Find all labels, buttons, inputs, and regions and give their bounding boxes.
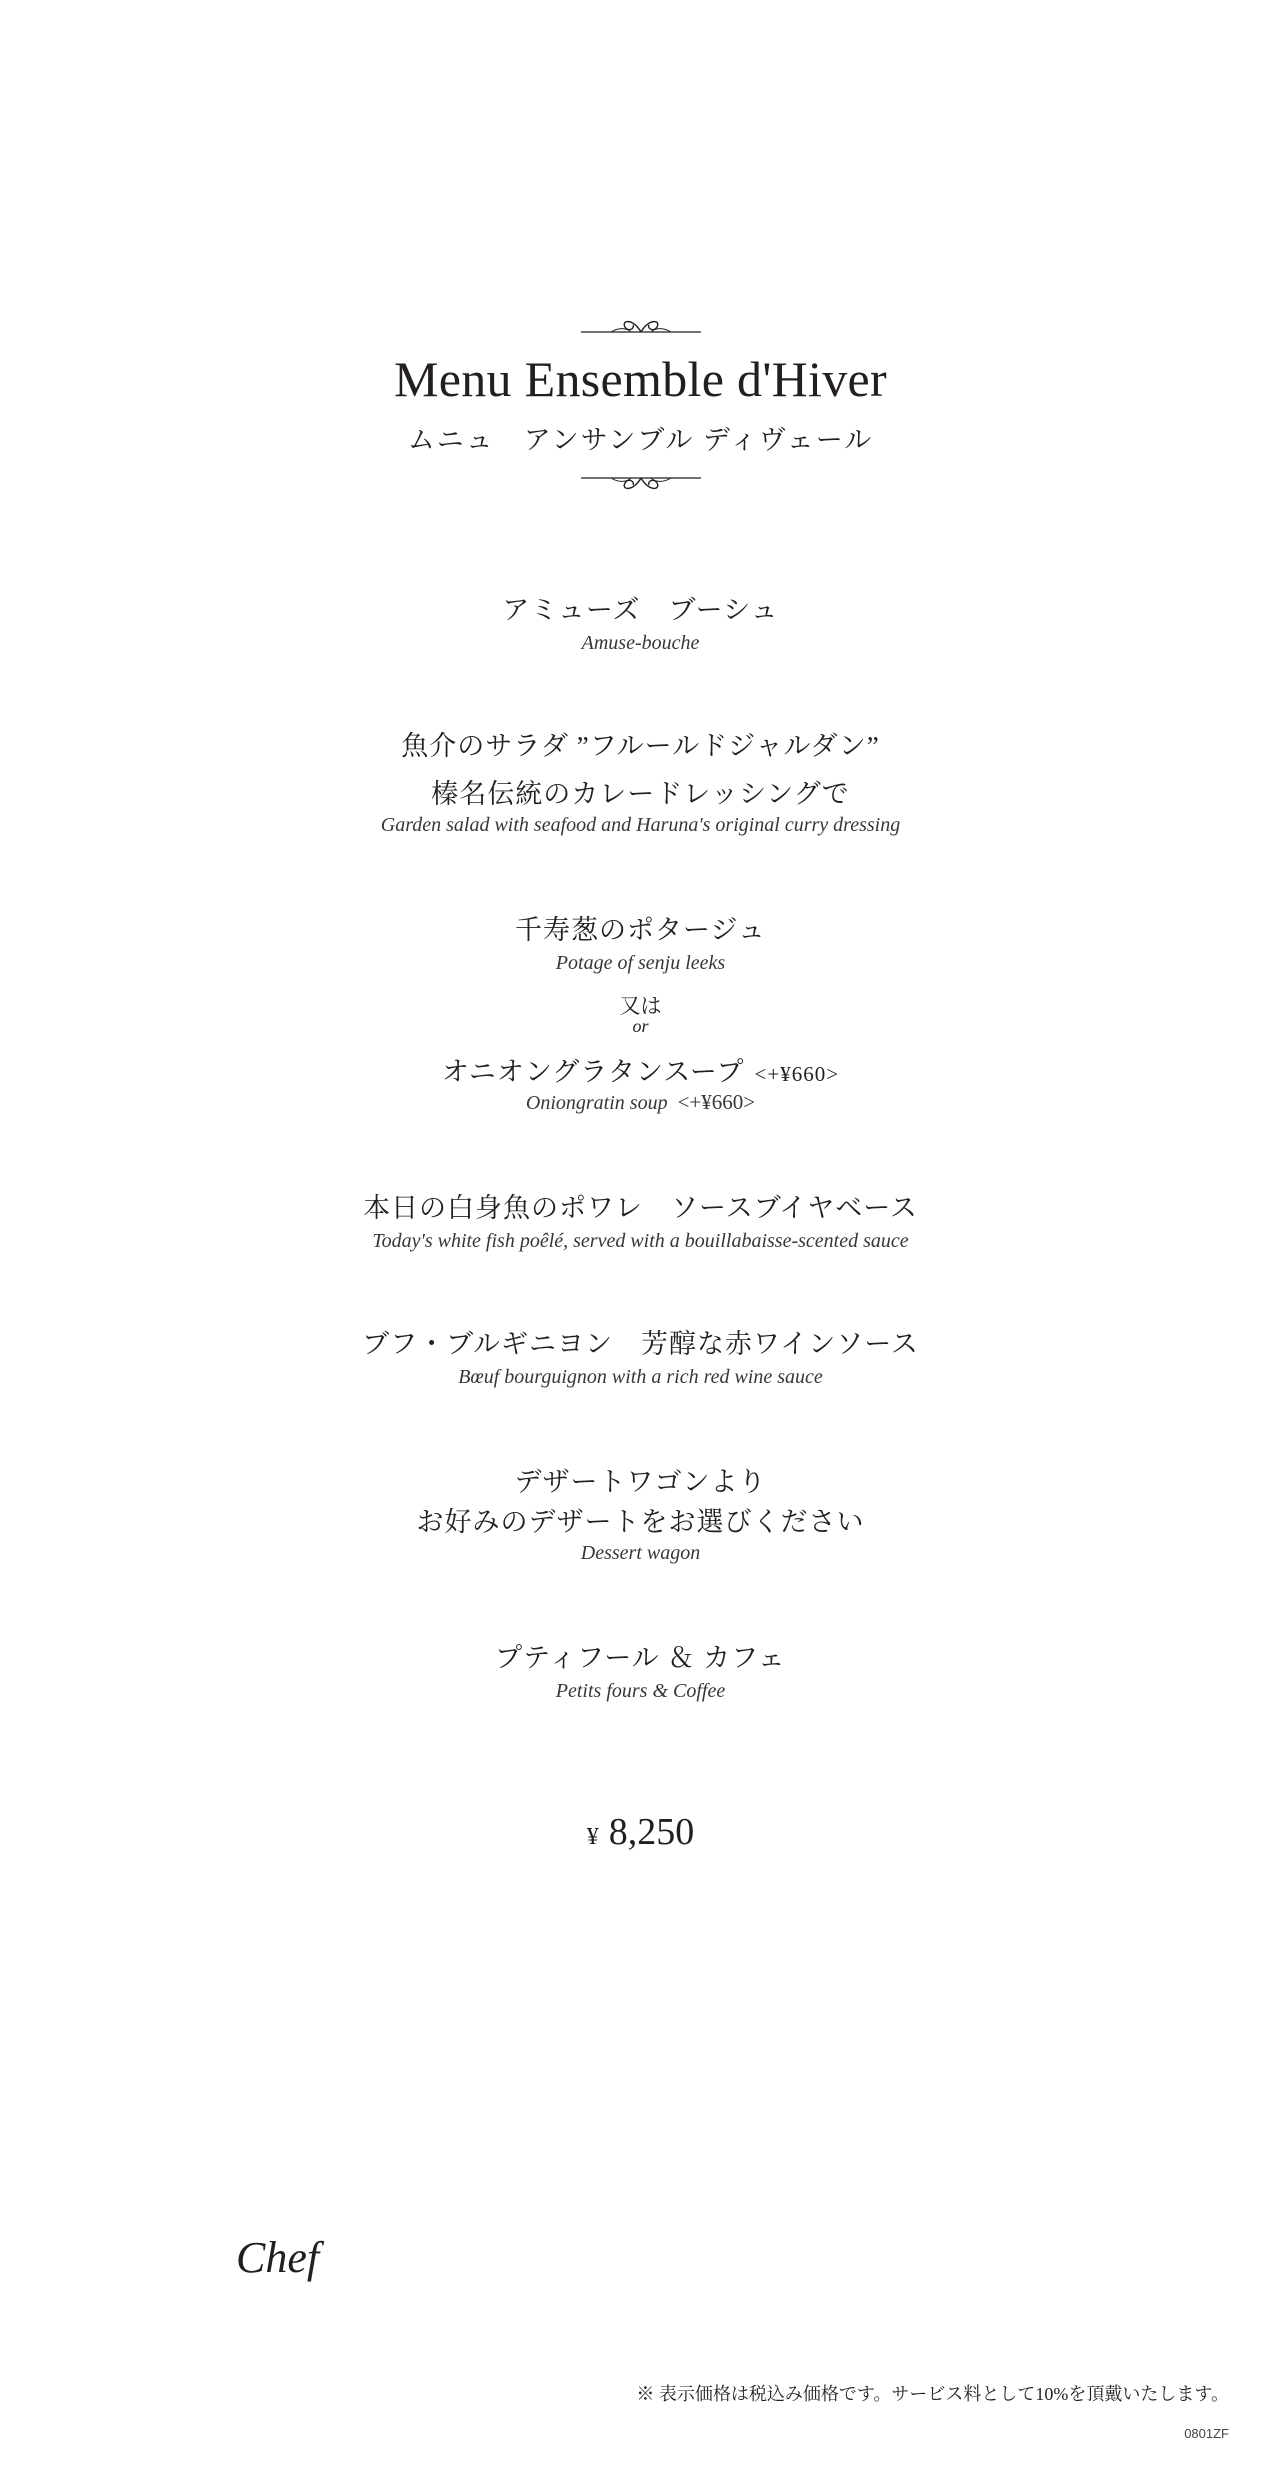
price-amount: 8,250 bbox=[608, 1811, 695, 1853]
course-soup-option2-en-row bbox=[0, 1090, 1281, 1115]
course-soup-or-jp: 又は bbox=[619, 994, 662, 1018]
course-meat-jp: ブフ・ブルギニヨン 芳醇な赤ワインソース bbox=[362, 1329, 919, 1359]
course-soup-option2-jp-row bbox=[0, 1050, 1281, 1089]
menu-subtitle-jp: ムニュ アンサンブル ディヴェール bbox=[407, 425, 874, 455]
course-fish-en: Today's white fish poêlé, served with a bouillabaisse-scented sauce bbox=[372, 1230, 909, 1252]
ornament-bottom bbox=[0, 472, 1281, 496]
course-soup-option2-jp: オニオングラタンスープ bbox=[441, 1057, 745, 1087]
course-soup-option2-en: Oniongratin soup bbox=[525, 1092, 668, 1114]
course-dessert-jp-line1: デザートワゴンより bbox=[514, 1467, 767, 1497]
course-amuse-en: Amuse-bouche bbox=[581, 632, 700, 654]
course-soup-option1-jp: 千寿葱のポタージュ bbox=[515, 915, 766, 945]
course-soup-or-en: or bbox=[632, 1016, 649, 1036]
menu-title: Menu Ensemble d'Hiver bbox=[394, 351, 887, 407]
menu-price bbox=[0, 1810, 1281, 1854]
flourish-ornament-icon bbox=[581, 472, 701, 496]
course-dessert-jp-line2: お好みのデザートをお選びください bbox=[416, 1507, 865, 1537]
menu-code: 0801ZF bbox=[1184, 2426, 1229, 2441]
ornament-top bbox=[0, 314, 1281, 338]
course-soup-option2-en-surcharge: <+¥660> bbox=[677, 1090, 756, 1114]
course-soup-option2-jp-surcharge: <+¥660> bbox=[754, 1062, 840, 1086]
flourish-ornament-icon bbox=[581, 314, 701, 338]
price-currency: ¥ bbox=[586, 1824, 599, 1850]
course-salad-jp-line1: 魚介のサラダ ”フルールドジャルダン” bbox=[401, 731, 880, 761]
course-fish-jp: 本日の白身魚のポワレ ソースブイヤベース bbox=[363, 1193, 918, 1223]
course-meat-en: Bœuf bourguignon with a rich red wine sauce bbox=[458, 1366, 823, 1388]
course-salad-jp-line2: 榛名伝統のカレードレッシングで bbox=[431, 779, 850, 809]
chef-signature: Chef bbox=[236, 2233, 320, 2282]
course-amuse-jp: アミューズ ブーシュ bbox=[502, 595, 779, 625]
course-soup-option1-en: Potage of senju leeks bbox=[555, 952, 726, 974]
course-petits-fours-jp: プティフール ＆ カフェ bbox=[495, 1643, 786, 1673]
course-petits-fours-en: Petits fours & Coffee bbox=[555, 1680, 726, 1702]
course-dessert-en: Dessert wagon bbox=[580, 1542, 701, 1564]
course-salad-en: Garden salad with seafood and Haruna's original curry dressing bbox=[380, 814, 901, 836]
tax-service-note: ※ 表示価格は税込み価格です。サービス料として10%を頂戴いたします。 bbox=[636, 2384, 1229, 2404]
